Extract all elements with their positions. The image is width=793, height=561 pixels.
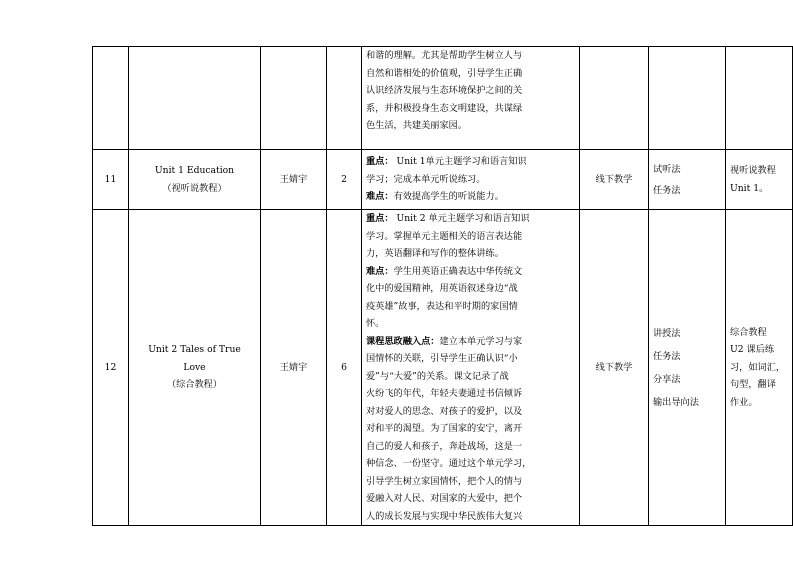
cell-no: [93, 47, 129, 150]
table-row: [93, 210, 793, 526]
content-line: 自然和谐相处的价值观，引导学生正确: [366, 67, 523, 79]
cell-method: [649, 47, 726, 150]
key-point-label: 重点：: [366, 213, 394, 224]
ideology-label: 课程思政融入点：: [366, 335, 440, 347]
key-point-label: 重点：: [366, 156, 394, 168]
cell-homework: [726, 47, 793, 150]
content-line: 和谐的理解。尤其是帮助学生树立人与: [366, 50, 523, 61]
cell-content: [362, 47, 580, 150]
class-hours: 2: [327, 150, 362, 210]
row-number: 12: [93, 210, 129, 526]
teacher-name: 王婧宇: [261, 210, 327, 526]
teaching-content: 重点： Unit 2 单元主题学习和语言知识 学习。掌握单元主题相关的语言表达能 力，英语翻译和写作的整体讲练。 难点：学生用英语正确表达中华传统文 化中的爱国精神，用英语叙述身边“战 疫英雄”故事，表达和平时期的家国情 怀。 课程思政融入点：建立本单元学习与家 国情怀的关联，引导学生正确认识“小 爱”与“大爱”的关系。课文记录了战 火纷飞的年代，年轻夫妻通过书信倾诉 对对爱人的思念、对孩子的爱护，以及 对和平的渴望。为了国家的安宁，离开 自己的爱人和孩子，奔赴战场，这是一 种信念、一份坚守。通过这个单元学习， 引导学生树立家国情怀，把个人的情与 爱融入对人民、对国家的大爱中，把个 人的成长发展与实现中华民族伟大复兴: [362, 210, 580, 526]
teaching-content: 重点： Unit 1单元主题学习和语言知识 学习；完成本单元听说练习。 难点：有效提高学生的听说能力。: [362, 150, 580, 210]
homework: 视听说教程 Unit 1。: [726, 150, 793, 210]
difficulty-label: 难点：: [366, 265, 394, 277]
cell-unit: [129, 47, 261, 150]
teaching-methods: 试听法 任务法: [649, 150, 726, 210]
unit-title: Unit 1 Education （视听说教程）: [129, 150, 261, 210]
teacher-name: 王婧宇: [261, 150, 327, 210]
teaching-mode: 线下教学: [580, 150, 649, 210]
content-line: 色生活，共建美丽家园。: [366, 120, 468, 131]
teaching-methods: 讲授法 任务法 分享法 输出导向法: [649, 210, 726, 526]
content-line: 系，并积极投身生态文明建设，共谋绿: [366, 102, 523, 114]
cell-hours: [327, 47, 362, 150]
cell-mode: [580, 47, 649, 150]
table-row: [93, 150, 793, 210]
homework: 综合教程 U2 课后练 习，如词汇， 句型，翻译 作业。: [726, 210, 793, 526]
teaching-plan-table: [92, 46, 793, 526]
row-number: 11: [93, 150, 129, 210]
difficulty-label: 难点：: [366, 191, 394, 203]
content-line: 认识经济发展与生态环境保护之间的关: [366, 85, 523, 96]
class-hours: 6: [327, 210, 362, 526]
table-row: [93, 47, 793, 150]
teaching-mode: 线下教学: [580, 210, 649, 526]
unit-title: Unit 2 Tales of True Love （综合教程）: [129, 210, 261, 526]
cell-teacher: [261, 47, 327, 150]
